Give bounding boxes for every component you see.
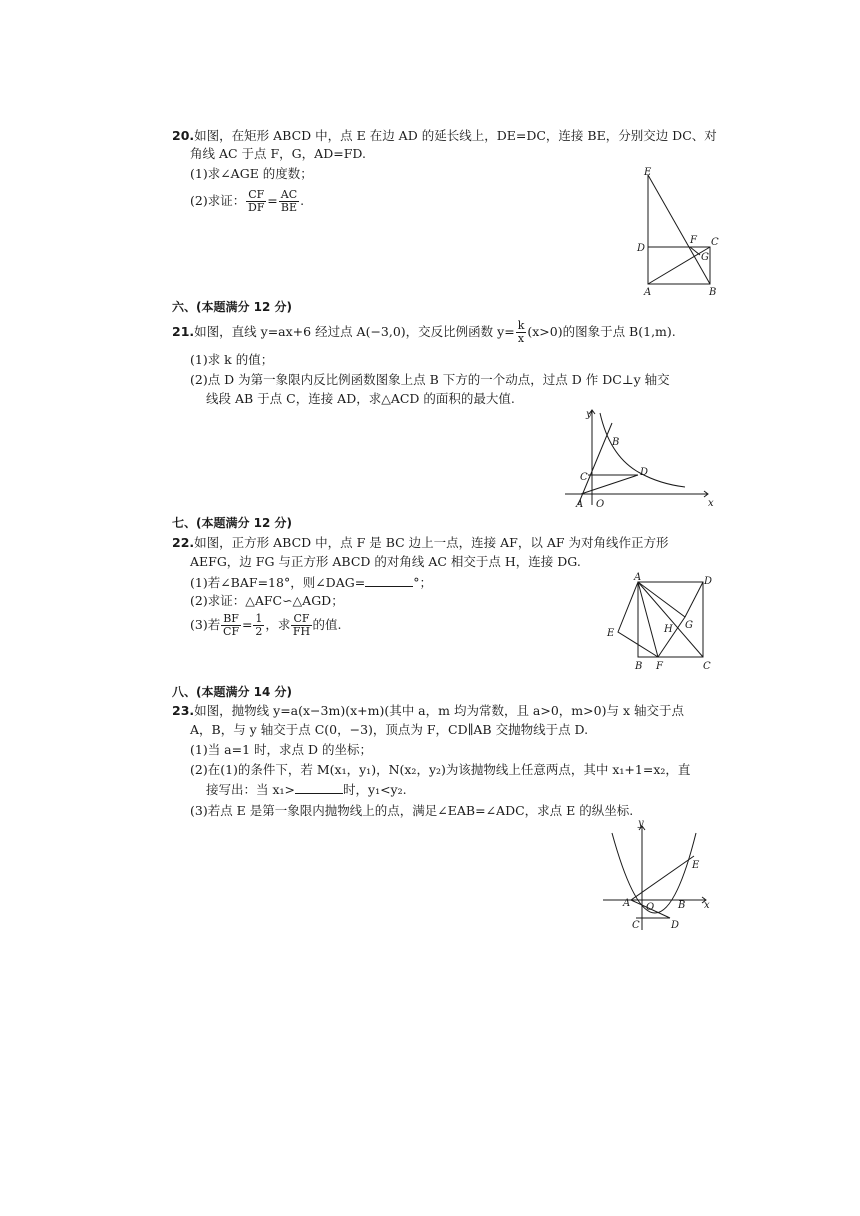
q23-part1: (1)当 a=1 时，求点 D 的坐标； — [190, 742, 373, 757]
point-label-f: F — [656, 661, 663, 672]
fraction-numerator: k — [517, 319, 525, 332]
q20-number: 20. — [172, 128, 195, 143]
answer-blank — [295, 781, 343, 794]
point-label-b: B — [709, 287, 717, 298]
q21-part2-line1: (2)点 D 为第一象限内反比例函数图象上点 B 下方的一个动点，过点 D 作 DC⊥y 轴交 — [190, 372, 670, 387]
fraction-denominator: x — [517, 332, 525, 345]
q21-part2-line2: 线段 AB 于点 C，连接 AD，求△ACD 的面积的最大值. — [206, 391, 515, 406]
section-6-header: 六、(本题满分 12 分) — [172, 300, 293, 314]
point-label-c: C — [580, 472, 588, 483]
q20-part2-prefix: (2)求证： — [190, 193, 246, 208]
equals-sign: = — [267, 193, 278, 208]
q23-stem-1: 如图，抛物线 y=a(x−3m)(x+m)(其中 a，m 均为常数，且 a>0，m>0)与 x 轴交于点 — [194, 703, 684, 718]
section-8-header: 八、(本题满分 14 分) — [172, 685, 293, 699]
q22-part1-text: (1)若∠BAF=18°，则∠DAG= — [190, 575, 366, 590]
point-label-a: A — [623, 898, 631, 909]
equals-sign: = — [241, 617, 253, 632]
q22-line1 — [172, 535, 669, 551]
q20-part1: (1)求∠AGE 的度数； — [190, 166, 313, 181]
q21-line1 — [172, 317, 676, 347]
q23-part3: (3)若点 E 是第一象限内抛物线上的点，满足∠EAB=∠ADC，求点 E 的纵坐标. — [190, 803, 634, 818]
q23-line1 — [172, 703, 684, 719]
point-label-c: C — [632, 920, 640, 931]
q23-part2-text-b: 时，y₁<y₂. — [343, 782, 407, 797]
origin-label: O — [646, 902, 655, 913]
point-label-d: D — [640, 467, 649, 478]
segment-ae — [631, 856, 694, 900]
point-label-c: C — [711, 237, 719, 248]
square-aefg — [618, 582, 685, 657]
fraction-denominator: BE — [280, 201, 298, 214]
point-label-f: F — [690, 235, 697, 246]
point-label-b: B — [635, 661, 643, 672]
q21-part1: (1)求 k 的值； — [190, 352, 274, 367]
point-label-e: E — [692, 860, 700, 871]
q23-part2-line2 — [206, 781, 407, 798]
point-label-d: D — [704, 576, 713, 587]
q23-number: 23. — [172, 703, 195, 718]
point-label-a: A — [634, 572, 642, 583]
axis-label-y: y — [638, 818, 644, 829]
fraction-denominator: FH — [292, 625, 311, 638]
q21-stem-1b: (x>0)的图象于点 B(1,m). — [527, 324, 676, 339]
q22-part3 — [190, 610, 341, 640]
fraction-numerator: AC — [280, 188, 298, 201]
origin-label: O — [596, 499, 605, 510]
q23-part2-text-a: 接写出：当 x₁> — [206, 782, 296, 797]
q20-rectangle-figure — [630, 165, 730, 300]
point-label-b: B — [612, 437, 620, 448]
q21-stem-1a: 如图，直线 y=ax+6 经过点 A(−3,0)，交反比例函数 y= — [194, 324, 515, 339]
q21-fraction-k-x — [516, 320, 527, 345]
q20-line2: 角线 AC 于点 F，G，AD=FD. — [190, 146, 366, 161]
q22-fraction-one-half — [253, 613, 264, 638]
period: . — [300, 193, 305, 208]
q22-stem-1: 如图，正方形 ABCD 中，点 F 是 BC 边上一点，连接 AF，以 AF 为对角线作正方形 — [194, 535, 669, 550]
point-label-g: G — [701, 252, 709, 263]
axis-label-x: x — [704, 900, 710, 911]
q23-part2-line1: (2)在(1)的条件下，若 M(x₁，y₁)，N(x₂，y₂)为该抛物线上任意两点，其中 x₁+1=x₂，直 — [190, 762, 691, 777]
fraction-numerator: 1 — [255, 612, 263, 625]
q20-part2 — [190, 186, 304, 216]
q21-number: 21. — [172, 324, 195, 339]
q20-stem-1: 如图，在矩形 ABCD 中，点 E 在边 AD 的延长线上，DE=DC，连接 BE，分别交边 DC、对 — [194, 128, 717, 143]
fraction-numerator: BF — [223, 612, 239, 625]
segment-dg — [685, 582, 703, 617]
q20-fraction-ac-be — [279, 189, 299, 214]
fraction-numerator: CF — [248, 188, 265, 201]
point-label-a: A — [644, 287, 652, 298]
fraction-denominator: CF — [223, 625, 240, 638]
point-label-e: E — [644, 167, 652, 178]
q22-part3-middle: ，求 — [265, 617, 291, 632]
point-label-e: E — [607, 628, 615, 639]
q22-fraction-cf-fh — [291, 613, 311, 638]
q22-square-figure — [600, 572, 725, 677]
q20-fraction-cf-df — [246, 189, 266, 214]
point-label-d: D — [637, 243, 646, 254]
point-label-c: C — [703, 661, 711, 672]
q22-fraction-bf-cf — [221, 613, 241, 638]
fraction-numerator: CF — [293, 612, 310, 625]
answer-blank — [365, 574, 413, 587]
axis-label-y: y — [586, 409, 592, 420]
q23-parabola-figure — [598, 818, 718, 938]
q22-number: 22. — [172, 535, 195, 550]
q22-part2: (2)求证：△AFC∽△AGD； — [190, 593, 344, 608]
fraction-denominator: 2 — [255, 625, 263, 638]
q22-line2: AEFG，边 FG 与正方形 ABCD 的对角线 AC 相交于点 H，连接 DG. — [190, 554, 581, 569]
axis-label-x: x — [708, 498, 714, 509]
q21-graph-figure — [560, 405, 725, 513]
point-label-d: D — [671, 920, 680, 931]
segment-be — [648, 175, 710, 284]
q22-part3-prefix: (3)若 — [190, 617, 221, 632]
q22-part3-suffix: 的值. — [312, 617, 342, 632]
point-label-g: G — [685, 620, 693, 631]
point-label-h: H — [664, 624, 673, 635]
q22-part1-suffix: °； — [413, 575, 432, 590]
q22-part1 — [190, 574, 432, 591]
section-7-header: 七、(本题满分 12 分) — [172, 516, 293, 530]
fraction-denominator: DF — [248, 201, 265, 214]
point-label-a: A — [576, 499, 584, 510]
q23-line2: A，B，与 y 轴交于点 C(0，−3)，顶点为 F，CD∥AB 交抛物线于点 D. — [190, 722, 589, 737]
q20-line1 — [172, 128, 717, 144]
point-label-b: B — [678, 900, 686, 911]
